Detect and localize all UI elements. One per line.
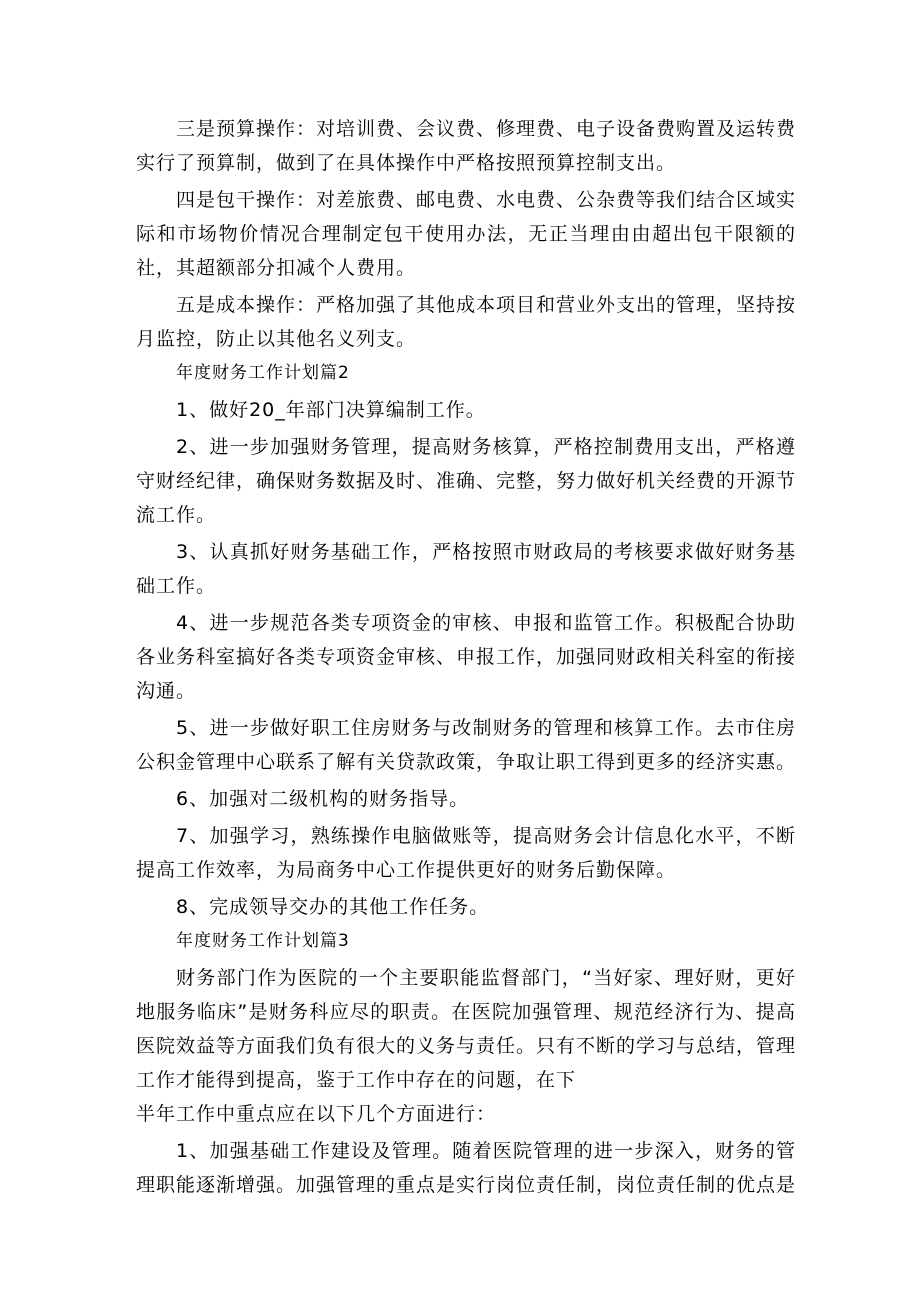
section-heading-plan-2: 年度财务工作计划篇2: [176, 363, 350, 383]
list-item-6: 6、加强对二级机构的财务指导。: [176, 788, 470, 810]
list-item-7: 7、加强学习，熟练操作电脑做账等，提高财务会计信息化水平，不断提高工作效率，为局商务中心工作提供更好的财务后勤保障。: [136, 825, 796, 881]
document-body: [136, 112, 796, 1202]
paragraph-second-half-year: 半年工作中重点应在以下几个方面进行：: [136, 1103, 497, 1125]
list-item-3: 3、认真抓好财务基础工作，严格按照市财政局的考核要求做好财务基础工作。: [136, 541, 796, 597]
paragraph-finance-department: 财务部门作为医院的一个主要职能监督部门，“当好家、理好财，更好地服务临床”是财务科应尽的职责。在医院加强管理、规范经济行为、提高医院效益等方面我们负有很大的义务与责任。只有不断的学习与总结，管理工作才能得到提高，鉴于工作中存在的问题，在下: [136, 967, 797, 1091]
list-item-5: 5、进一步做好职工住房财务与改制财务的管理和核算工作。去市住房公积金管理中心联系了解有关贷款政策，争取让职工得到更多的经济实惠。: [136, 717, 797, 773]
list-item-1: 1、做好20_年部门决算编制工作。: [176, 399, 486, 421]
list-item-4: 4、进一步规范各类专项资金的审核、申报和监管工作。积极配合协助各业务科室搞好各类专项资金审核、申报工作，加强同财政相关科室的衔接沟通。: [136, 612, 797, 702]
paragraph-cost-operation: 五是成本操作：严格加强了其他成本项目和营业外支出的管理，坚持按月监控，防止以其他名义列支。: [136, 294, 797, 350]
list-item-2: 2、进一步加强财务管理，提高财务核算，严格控制费用支出，严格遵守财经纪律，确保财务数据及时、准确、完整，努力做好机关经费的开源节流工作。: [136, 436, 797, 526]
section-heading-plan-3: 年度财务工作计划篇3: [176, 931, 350, 951]
paragraph-lump-sum-operation: 四是包干操作：对差旅费、邮电费、水电费、公杂费等我们结合区域实际和市场物价情况合理制定包干使用办法，无正当理由由超出包干限额的社，其超额部分扣减个人费用。: [136, 189, 797, 279]
list-item-8: 8、完成领导交办的其他工作任务。: [176, 896, 490, 918]
paragraph-budget-operation: 三是预算操作：对培训费、会议费、修理费、电子设备费购置及运转费实行了预算制，做到了在具体操作中严格按照预算控制支出。: [136, 118, 797, 174]
list-item-basic-work: 1、加强基础工作建设及管理。随着医院管理的进一步深入，财务的管理职能逐渐增强。加强管理的重点是实行岗位责任制，岗位责任制的优点是: [136, 1140, 797, 1196]
